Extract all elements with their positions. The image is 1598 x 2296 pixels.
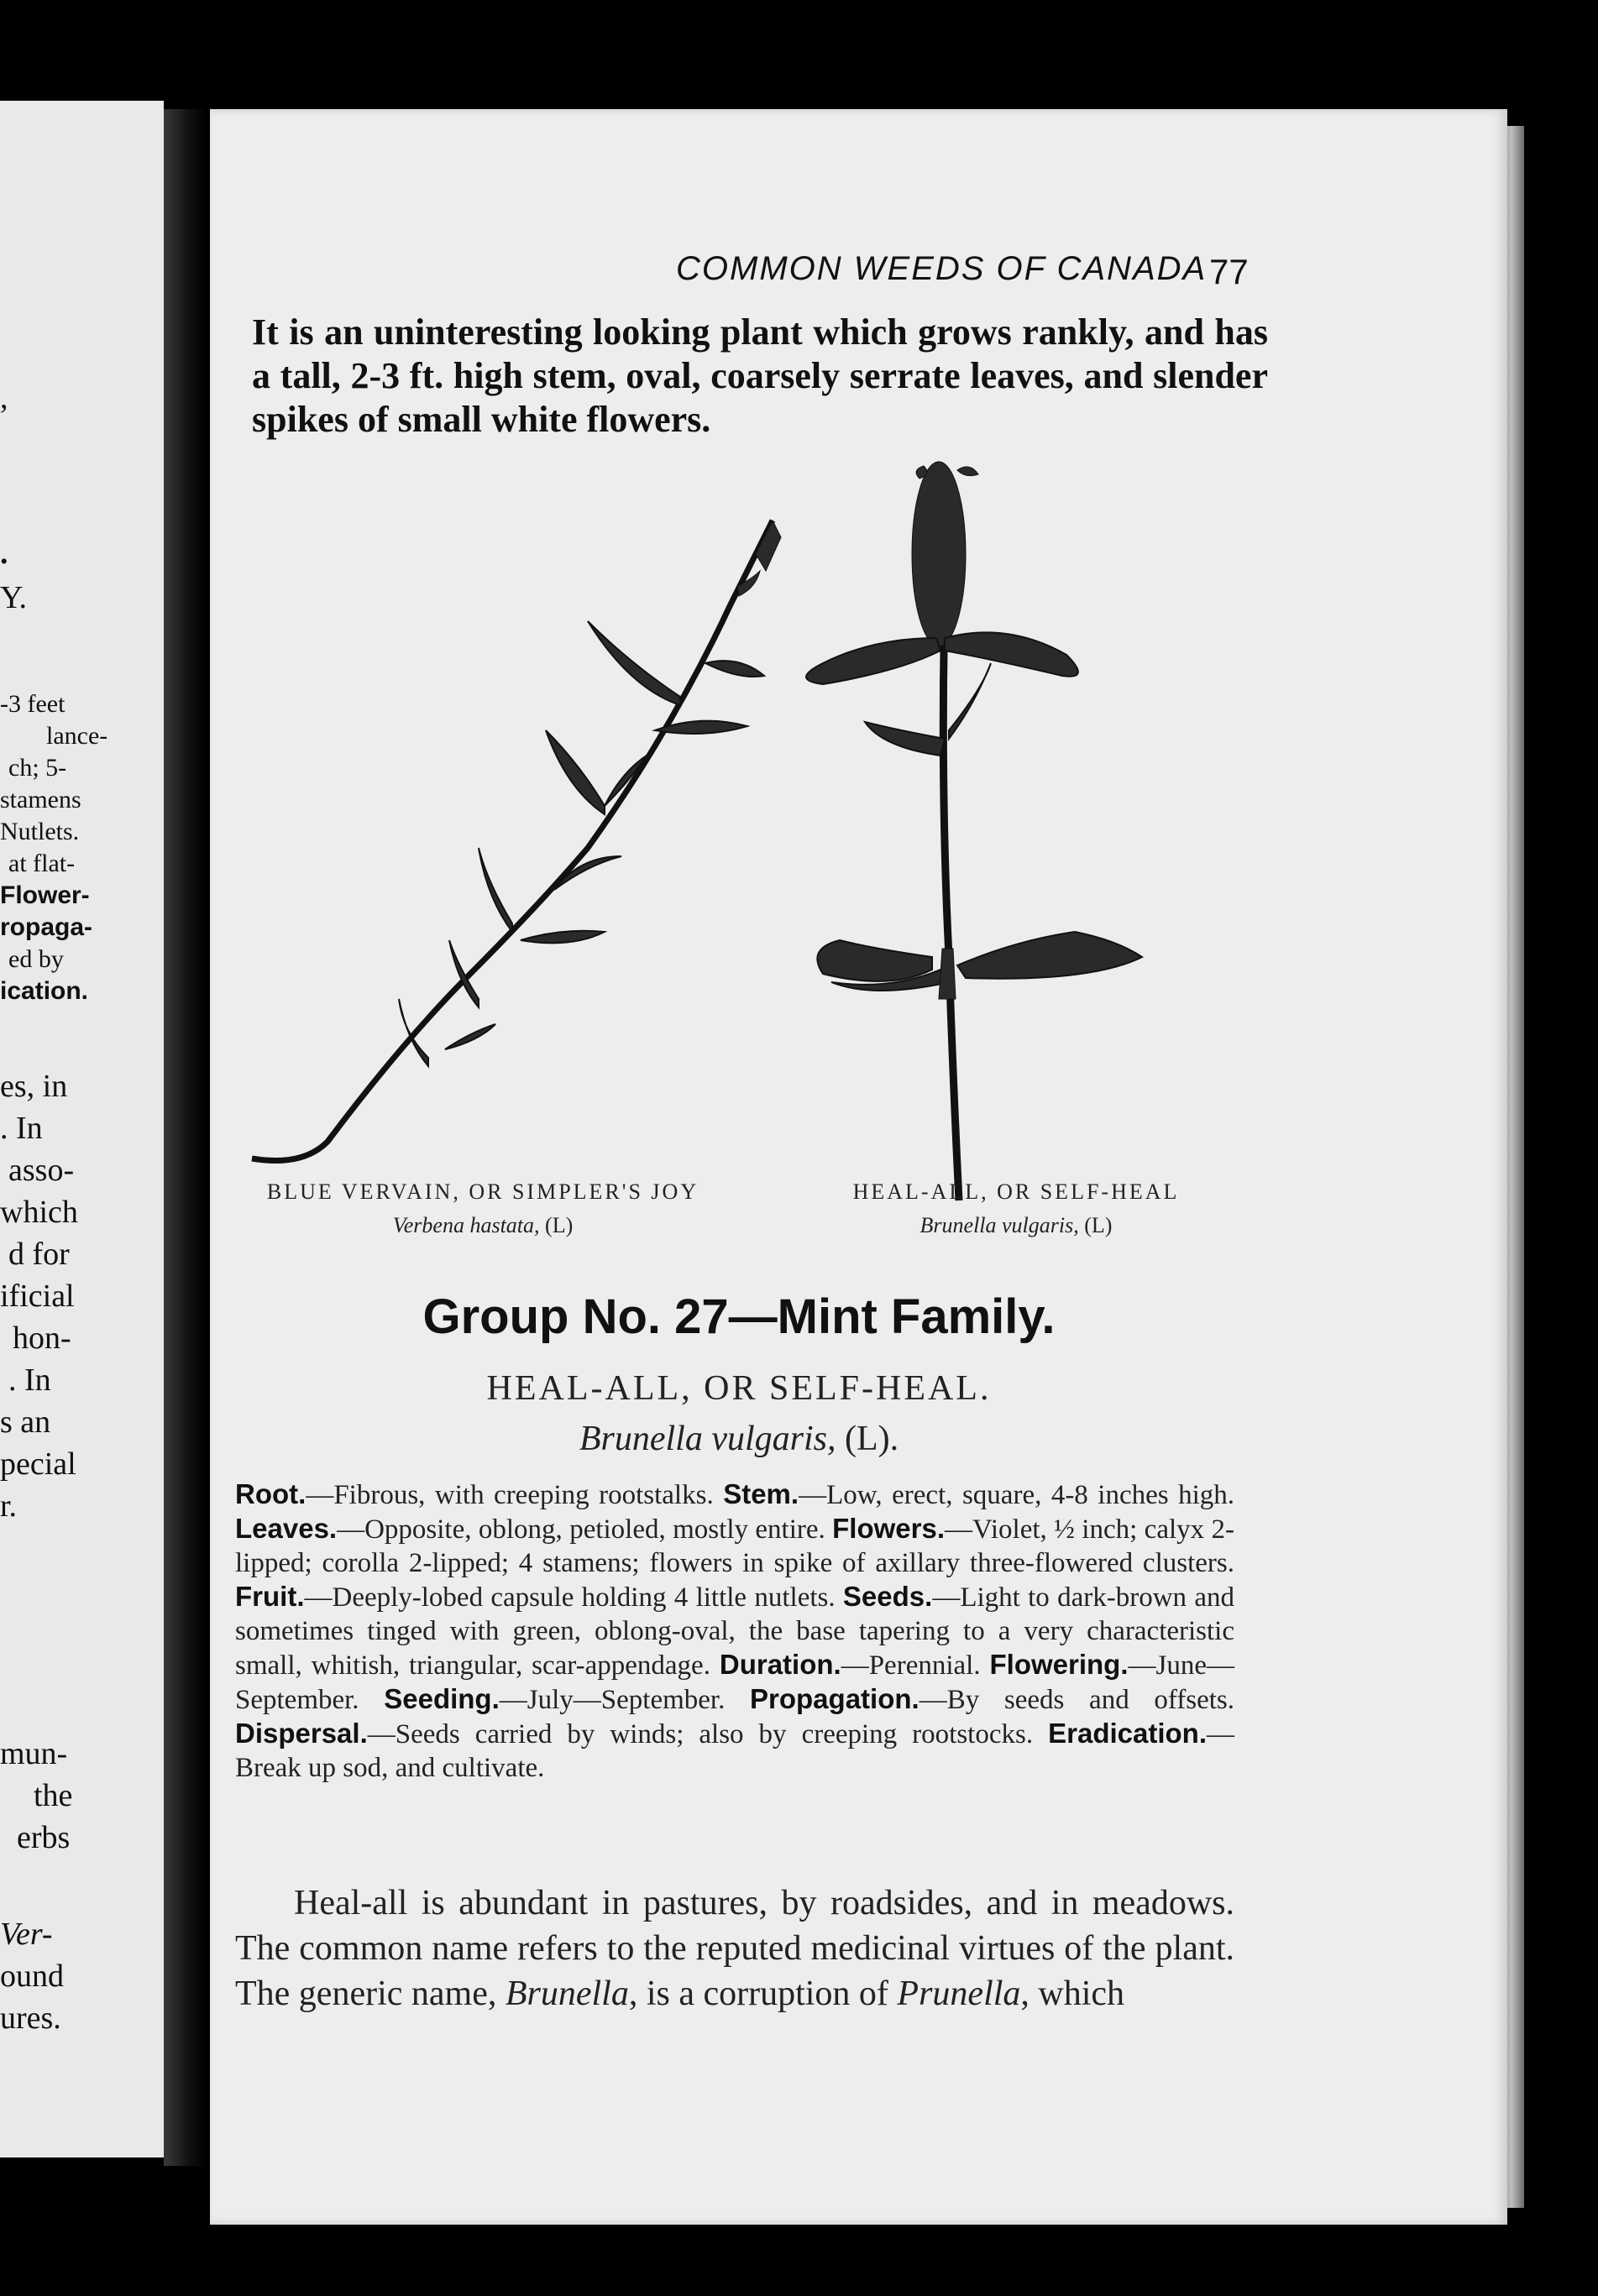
description-text: —July—September. <box>499 1685 751 1715</box>
description-label: Seeding. <box>384 1683 500 1714</box>
description-label: Dispersal. <box>235 1718 368 1749</box>
closing-text: , is a corruption of <box>628 1974 898 2013</box>
description-text: —June—September. <box>235 1650 1234 1715</box>
previous-page-fragment <box>0 101 164 2157</box>
left-fragment: ropaga- <box>0 913 93 941</box>
description-label: Root. <box>235 1478 307 1509</box>
left-fragment: Flower- <box>0 881 90 909</box>
left-fragment: . In <box>8 1362 51 1398</box>
description-text: —Violet, ½ inch; calyx 2-lipped; corolla 2-lipped; 4 stamens; flowers in spike of axillary three-flowered clusters. <box>235 1514 1235 1578</box>
left-fragment: stamens <box>0 786 81 813</box>
group-heading: Group No. 27—Mint Family. <box>422 1289 1056 1344</box>
description-label: Propagation. <box>750 1683 920 1714</box>
left-fragment: Ver- <box>0 1917 53 1952</box>
description-text: —Perennial. <box>841 1650 990 1681</box>
left-fragment: , <box>0 380 8 416</box>
left-fragment: ication. <box>0 977 89 1005</box>
left-fragment: the <box>34 1778 73 1813</box>
book-page <box>210 109 1507 2225</box>
book-gutter <box>164 109 206 2166</box>
description-text: —Fibrous, with creeping rootstalks. <box>306 1480 724 1510</box>
description-text: —Light to dark-brown and sometimes tinged with green, oblong-oval, the base tapering to a very characteristic small, whitish, triangular, scar-appendage. <box>235 1582 1234 1681</box>
figure-caption-author: (L) <box>539 1213 574 1237</box>
left-fragment: d for <box>8 1237 70 1272</box>
description-text: —Deeply-lobed capsule holding 4 little nutlets. <box>304 1582 843 1613</box>
left-fragment: r. <box>0 1488 18 1524</box>
figure-caption-name: HEAL-ALL, OR SELF-HEAL <box>852 1179 1180 1204</box>
closing-text: Heal-all is abundant in pastures, by roadsides, and in meadows. The common name refers to the reputed medicinal virtues of the plant. The generic name, <box>235 1884 1234 2013</box>
left-fragment: which <box>0 1195 78 1230</box>
left-fragment: ures. <box>0 2001 61 2036</box>
left-fragment: mun- <box>0 1736 68 1771</box>
intro-paragraph: It is an uninteresting looking plant which grows rankly, and has a tall, 2-3 ft. high stem, oval, coarsely serrate leaves, and slender spikes of small white flowers. <box>252 311 1268 440</box>
left-fragment: . <box>0 536 8 571</box>
figure-caption-verbena <box>210 1175 756 1242</box>
description-text: —Opposite, oblong, petioled, mostly entire. <box>337 1514 833 1545</box>
left-fragment: ed by <box>8 945 64 973</box>
left-fragment: Y. <box>0 580 28 615</box>
figure-caption-author: (L) <box>1078 1213 1113 1237</box>
plant-illustrations <box>235 453 1293 1293</box>
left-fragment: -3 feet <box>0 690 65 718</box>
figure-caption-latin: Verbena hastata, <box>392 1213 540 1237</box>
left-fragment: asso- <box>8 1153 75 1188</box>
species-description <box>235 1477 1234 1785</box>
left-fragment: ificial <box>0 1279 75 1314</box>
left-fragment: ch; 5- <box>8 754 67 782</box>
species-latin: Brunella vulgaris, <box>579 1420 836 1458</box>
left-fragment: ound <box>0 1959 64 1994</box>
closing-italic: Brunella <box>505 1974 629 2013</box>
description-label: Flowers. <box>832 1513 946 1544</box>
description-text: —Seeds carried by winds; also by creeping rootstocks. <box>367 1719 1049 1749</box>
description-label: Fruit. <box>235 1581 305 1612</box>
left-fragment: s an <box>0 1404 51 1440</box>
closing-paragraph <box>235 1880 1234 2016</box>
description-label: Seeds. <box>842 1581 933 1612</box>
description-label: Leaves. <box>235 1513 338 1544</box>
species-author: (L). <box>836 1420 899 1458</box>
description-label: Flowering. <box>989 1649 1129 1680</box>
description-text: —Break up sod, and cultivate. <box>235 1719 1234 1783</box>
page-number: 77 <box>1209 252 1249 291</box>
species-common-name: HEAL-ALL, OR SELF-HEAL. <box>486 1369 992 1408</box>
figure-caption-brunella <box>798 1175 1234 1242</box>
left-fragment: Nutlets. <box>0 818 80 845</box>
description-label: Eradication. <box>1048 1718 1207 1749</box>
left-fragment: lance- <box>46 722 108 750</box>
brunella-plant-illustration <box>806 462 1142 1200</box>
left-fragment: es, in <box>0 1069 68 1104</box>
left-fragment: erbs <box>17 1820 71 1855</box>
left-fragment: at flat- <box>8 850 76 877</box>
description-text: —By seeds and offsets. <box>919 1685 1234 1715</box>
left-fragment: pecial <box>0 1446 76 1482</box>
description-label: Stem. <box>723 1478 799 1509</box>
description-text: —Low, erect, square, 4-8 inches high. <box>799 1480 1234 1510</box>
running-title: COMMON WEEDS OF CANADA <box>676 250 1208 287</box>
figure-caption-name: BLUE VERVAIN, OR SIMPLER'S JOY <box>266 1179 699 1204</box>
closing-text: , which <box>1020 1974 1125 2013</box>
left-fragment: hon- <box>13 1321 71 1356</box>
verbena-plant-illustration <box>252 520 781 1161</box>
closing-italic: Prunella <box>897 1974 1021 2013</box>
figure-caption-latin: Brunella vulgaris, <box>920 1213 1079 1237</box>
species-latin-name <box>210 1419 1268 1459</box>
description-label: Duration. <box>719 1649 841 1680</box>
left-fragment: . In <box>0 1111 43 1146</box>
